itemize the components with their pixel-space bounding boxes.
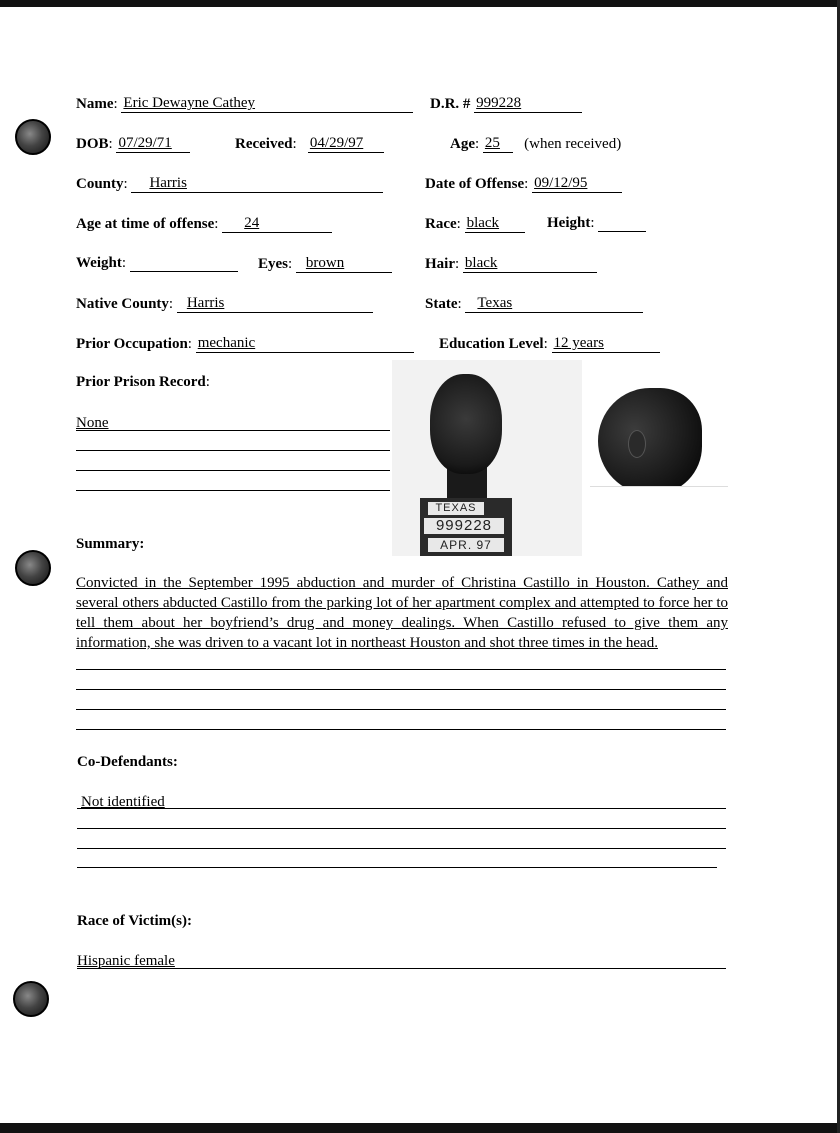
punch-hole-bottom <box>13 981 49 1017</box>
record-line-2 <box>76 450 390 451</box>
race-field: Race: black <box>425 214 525 233</box>
co-defendants-heading: Co-Defendants: <box>77 754 178 770</box>
mugshot-profile-head <box>598 388 702 494</box>
prior-occupation-value: mechanic <box>196 334 414 353</box>
age-at-offense-field: Age at time of offense: 24 <box>76 214 332 233</box>
race-of-victims-value: Hispanic female <box>77 953 175 969</box>
race-value: black <box>465 214 525 233</box>
age-at-offense-value: 24 <box>222 214 332 233</box>
summary-line-7 <box>76 709 726 710</box>
state-label: State <box>425 296 458 312</box>
placard-state: TEXAS <box>428 502 484 515</box>
dr-number-value: 999228 <box>474 94 582 113</box>
hair-value: black <box>463 254 597 273</box>
weight-value <box>130 254 238 272</box>
race-of-victims-line <box>77 968 726 969</box>
punch-hole-top <box>15 119 51 155</box>
date-of-offense-label: Date of Offense <box>425 176 525 192</box>
dob-value: 07/29/71 <box>116 134 190 153</box>
weight-label: Weight <box>76 255 122 271</box>
dob-field: DOB: 07/29/71 <box>76 134 190 153</box>
received-value: 04/29/97 <box>308 134 384 153</box>
age-note: (when received) <box>524 136 622 152</box>
age-value: 25 <box>483 134 513 153</box>
height-label: Height <box>547 215 591 231</box>
summary-text: Convicted in the September 1995 abduction and murder of Christina Castillo in Houston. Cathey and several others abducted Castillo from the parking lot of her apartment complex and attempted to force her to tell them about her boyfriend’s drug and money dealings. When Castillo refused to give them any information, she was driven to a vacant lot in northeast Houston and shot three times in the head. <box>76 575 728 651</box>
prior-occupation-label: Prior Occupation <box>76 336 188 352</box>
eyes-label: Eyes <box>258 256 288 272</box>
placard-date: APR. 97 <box>428 538 504 552</box>
age-at-offense-label: Age at time of offense <box>76 216 215 232</box>
date-of-offense-value: 09/12/95 <box>532 174 622 193</box>
co-defendants-line-2 <box>77 828 726 829</box>
co-defendants-line-1 <box>77 808 726 809</box>
summary-heading: Summary: <box>76 536 145 552</box>
co-defendants-line-4 <box>77 867 717 868</box>
education-level-value: 12 years <box>552 334 660 353</box>
record-line-3 <box>76 470 390 471</box>
received-field: Received: 04/29/97 <box>235 134 384 153</box>
summary-line-6 <box>76 689 726 690</box>
weight-field: Weight: <box>76 254 238 272</box>
height-value <box>598 214 646 232</box>
name-label: Name <box>76 96 114 112</box>
prior-occupation-field: Prior Occupation: mechanic <box>76 334 414 353</box>
county-label: County <box>76 176 124 192</box>
state-value: Texas <box>465 294 643 313</box>
eyes-value: brown <box>296 254 392 273</box>
summary-line-8 <box>76 729 726 730</box>
summary-line-5 <box>76 669 726 670</box>
record-line-4 <box>76 490 390 491</box>
co-defendants-value: Not identified <box>81 794 165 810</box>
co-defendants-line-3 <box>77 848 726 849</box>
dr-number-field <box>430 94 582 113</box>
native-county-label: Native County <box>76 296 169 312</box>
hair-label: Hair <box>425 256 455 272</box>
height-field: Height: <box>547 214 646 232</box>
race-of-victims-heading: Race of Victim(s): <box>77 913 192 929</box>
mugshot-photo <box>392 360 728 556</box>
date-of-offense-field: Date of Offense: 09/12/95 <box>425 174 622 193</box>
education-level-label: Education Level <box>439 336 544 352</box>
education-level-field: Education Level: 12 years <box>439 334 660 353</box>
dob-label: DOB <box>76 136 109 152</box>
race-label: Race <box>425 216 457 232</box>
dr-number-label: D.R. # <box>430 96 471 112</box>
name-field: Name: Eric Dewayne Cathey <box>76 94 413 113</box>
age-label: Age <box>450 136 475 152</box>
age-field: Age: 25 (when received) <box>450 135 622 152</box>
hair-field: Hair: black <box>425 254 597 273</box>
record-line-1 <box>76 430 390 431</box>
prior-prison-record-heading: Prior Prison Record: <box>76 374 210 390</box>
state-field: State: Texas <box>425 294 643 313</box>
name-value: Eric Dewayne Cathey <box>121 94 413 113</box>
mugshot-profile-ear <box>628 430 646 458</box>
mugshot-front-head <box>430 374 502 474</box>
eyes-field: Eyes: brown <box>258 254 392 273</box>
native-county-field: Native County: Harris <box>76 294 373 313</box>
prior-prison-record-value: None <box>76 415 109 431</box>
native-county-value: Harris <box>177 294 373 313</box>
mugshot-profile-shirt <box>590 486 728 556</box>
received-label: Received <box>235 136 293 152</box>
punch-hole-middle <box>15 550 51 586</box>
scan-edge-bottom <box>0 1123 840 1133</box>
placard-number: 999228 <box>424 518 504 534</box>
county-value: Harris <box>131 174 383 193</box>
prior-prison-record-label: Prior Prison Record <box>76 374 206 390</box>
booking-placard <box>420 498 512 556</box>
scan-edge-top <box>0 0 840 7</box>
county-field: County: Harris <box>76 174 383 193</box>
